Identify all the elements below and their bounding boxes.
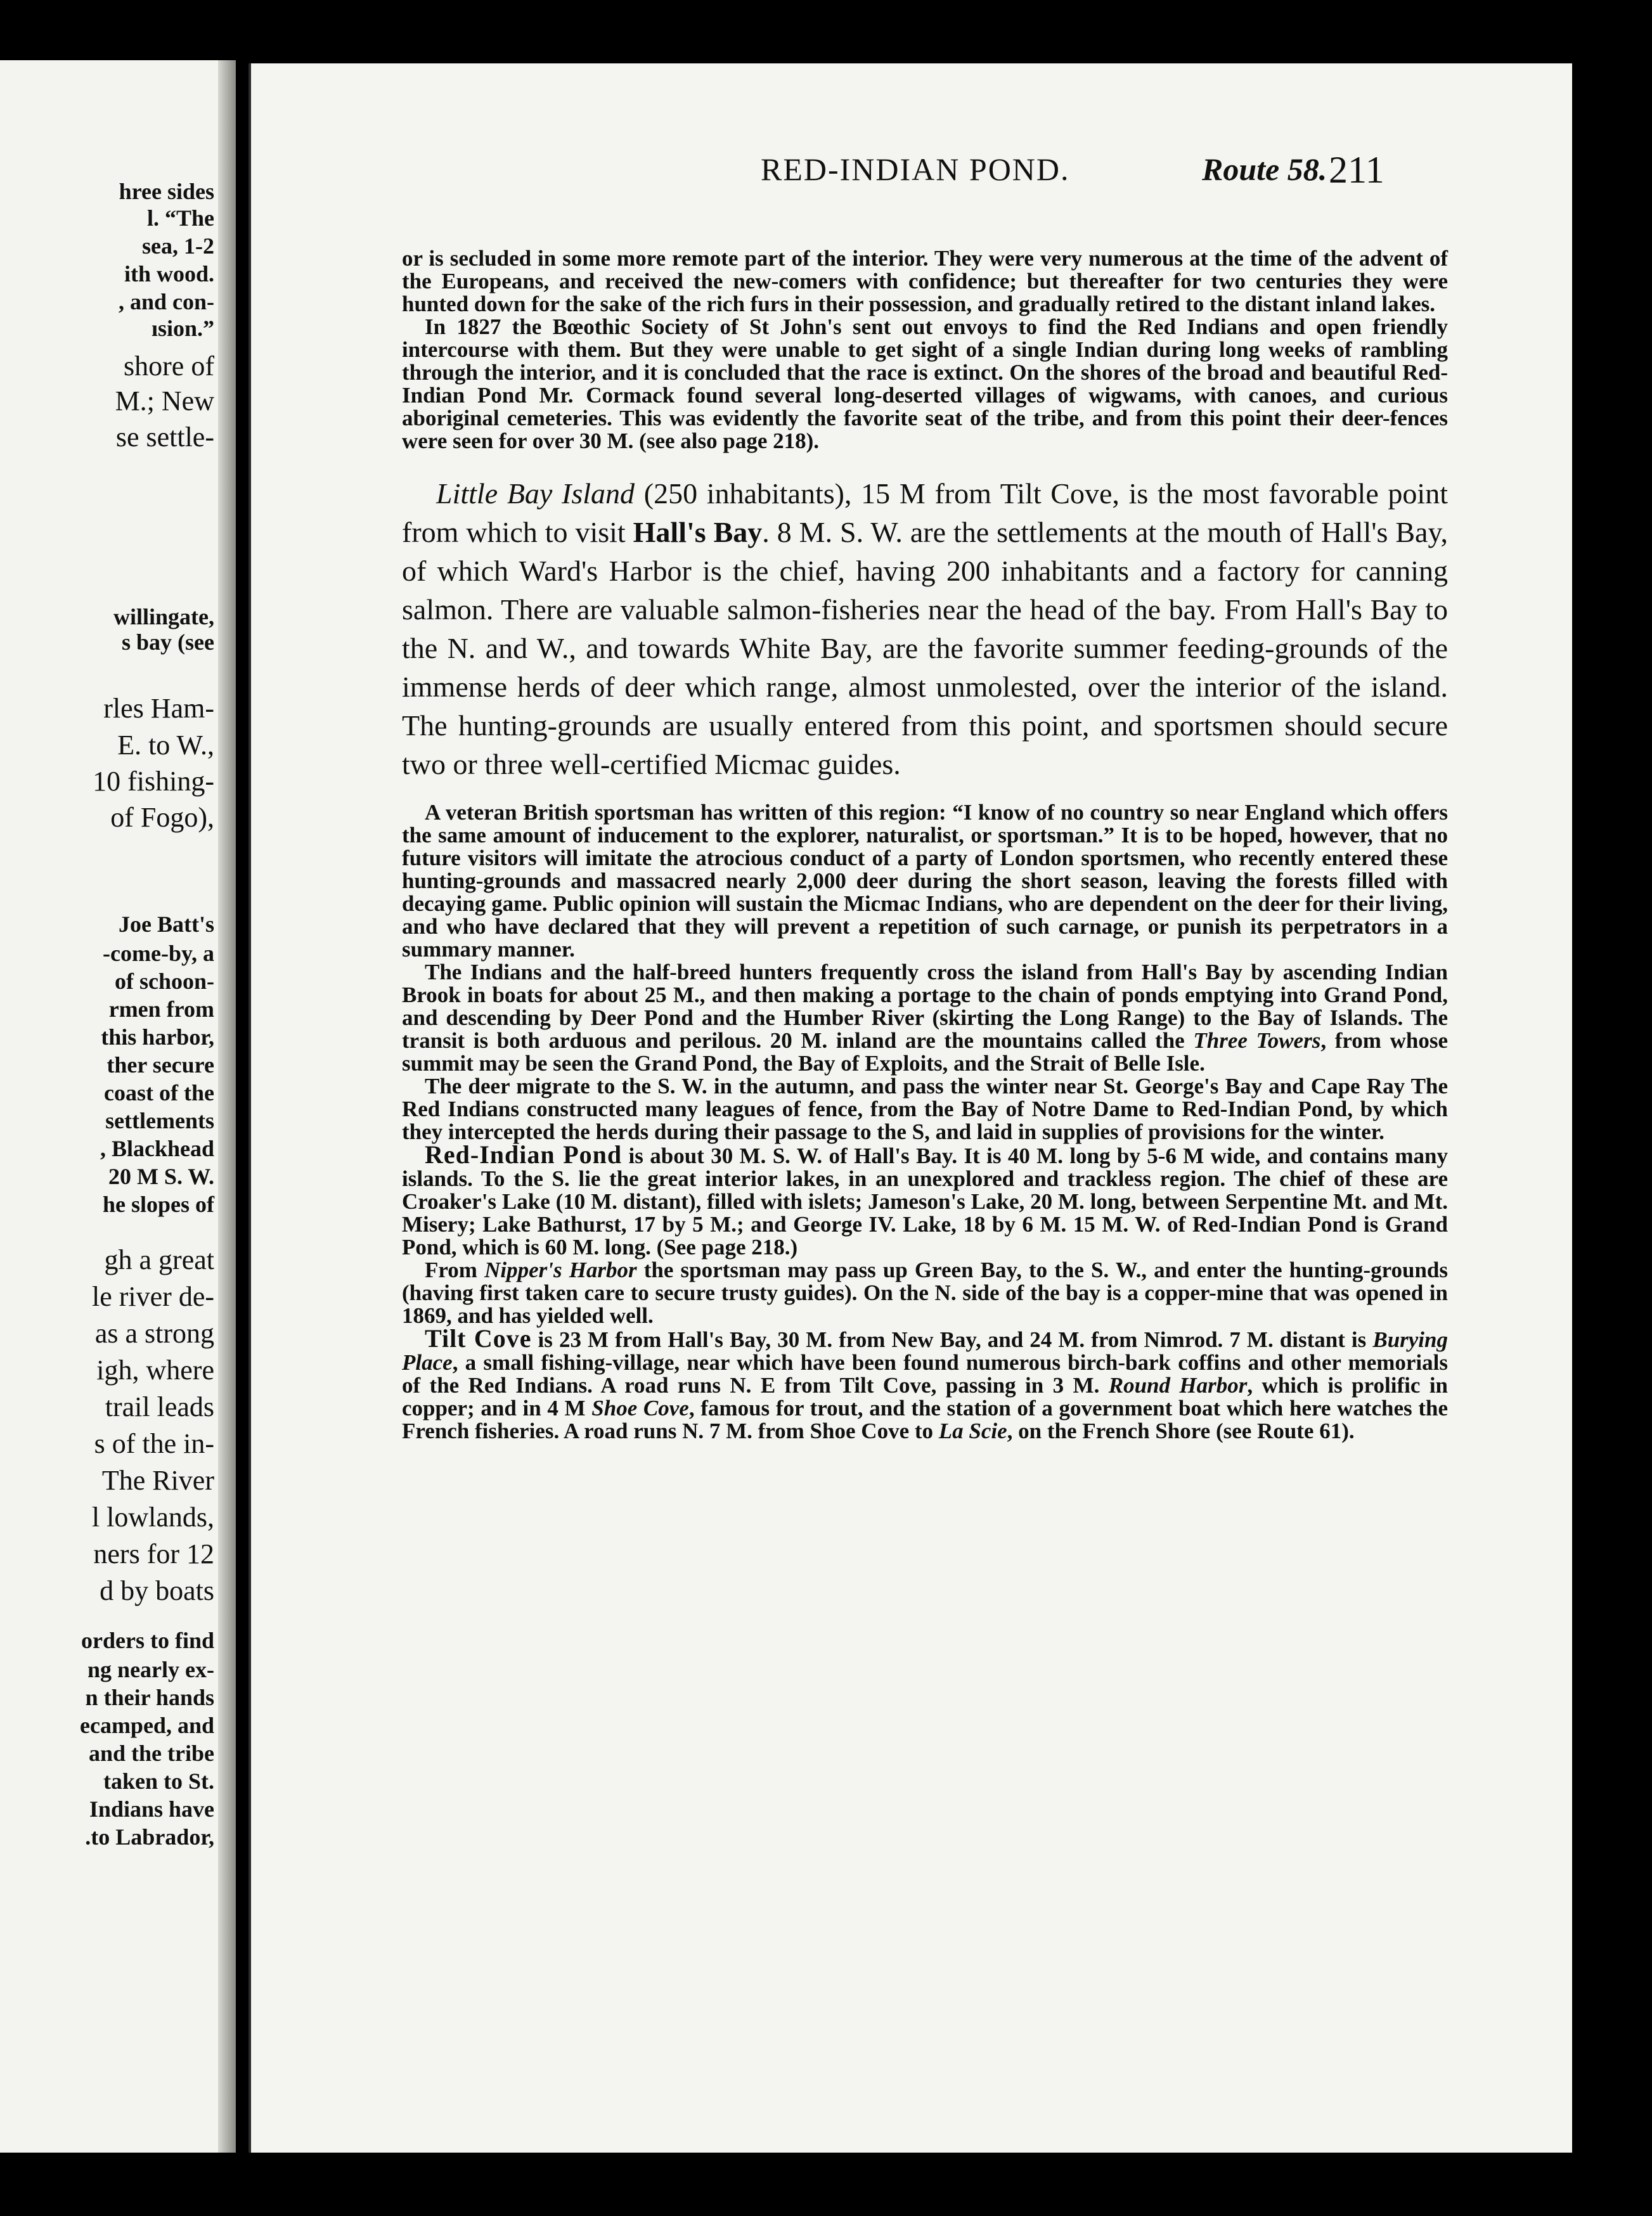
previous-page-line: ith wood. [124,261,214,287]
previous-page-line: 10 fishing- [93,766,214,797]
previous-page-line: this harbor, [101,1024,214,1050]
running-title: RED-INDIAN POND. [761,151,1070,187]
paragraph-little-bay-island [402,474,1448,783]
paragraph-tilt-cove [402,1324,1449,1443]
paragraph-continuation: or is secluded in some more remote part of the interior. They were very numerous at the time of the advent of the Europeans, and received the new-comers with confidence; but thereafter for two centuries they were hunted down for the sake of the rich furs in their possession, and gradually retired to the distant inland lakes. [402,246,1448,316]
place-round-harbor: Round Harbor [1108,1373,1248,1398]
paragraph-sportsman-quote: A veteran British sportsman has written of this region: “I know of no country so near England which offers the same amount of inducement to the explorer, naturalist, or sportsman.” It is to be hoped, however, that no future visitors will imitate the atrocious conduct of a party of London sportsmen, who recently entered these hunting-grounds and massacred nearly 2,000 deer during the short season, leaving the forests filled with decaying game. Public opinion will sustain the Micmac Indians, who are dependent on the deer for their living, and who have declared that they will prevent a repetition of such carnage, or punish its perpetrators in a summary manner. [402,800,1448,962]
previous-page-fragment [0,60,236,2153]
paragraph-text: , which is prolific in copper; and in 4 M [402,1373,1449,1420]
previous-page-line: shore of [124,351,214,382]
heading-red-indian-pond: Red-Indian Pond [425,1140,623,1169]
previous-page-line: ther secure [106,1052,214,1078]
previous-page-line: of Fogo), [110,802,214,833]
previous-page-line: -come-by, a [103,941,214,966]
previous-page-line: le river de- [92,1281,214,1312]
paragraph-text: , from whose summit may be seen the Grand Pond, the Bay of Exploits, and the Strait of Belle Isle. [402,1028,1448,1076]
previous-page-line: coast of the [104,1080,214,1105]
previous-page-line: s bay (see [122,629,214,655]
previous-page-line: of schoon- [114,969,214,994]
paragraph-text: From [425,1258,485,1282]
paragraph-crossing-island [402,961,1448,1075]
previous-page-line: trail leads [105,1391,214,1422]
page-body [402,247,1448,1443]
paragraph-text: is about 30 M. S. W. of Hall's Bay. It is 40 M. long by 5-6 M wide, and contains many islands. To the S. lie the great interior lakes, in an unexplored and trackless region. The chief of these are Croaker's Lake (10 M. distant), filled with islets; Jameson's Lake, 20 M. long, between Serpentine Mt. and Mt. Misery; Lake Bathurst, 17 by 5 M.; and George IV. Lake, 18 by 6 M. 15 M. W. of Red-Indian Pond is Grand Pond, which is 60 M. long. (See page 218.) [402,1143,1448,1259]
previous-page-line: ecamped, and [79,1713,214,1738]
paragraph-text: , a small fishing-village, near which have been found numerous birch-bark coffins and other memorials of the Red Indians. A road runs N. E from Tilt Cove, passing in 3 M. [402,1350,1448,1398]
paragraph-red-indian-pond [402,1140,1448,1259]
previous-page-line: , Blackhead [100,1136,214,1161]
previous-page-line: hree sides [119,179,214,204]
previous-page-line: rmen from [108,996,214,1022]
route-label: Route 58. [1202,151,1327,187]
previous-page-line: rles Ham- [103,693,214,724]
page-number: 211 [1329,149,1384,191]
paragraph-text: . 8 M. S. W. are the settlements at the mouth of Hall's Bay, of which Ward's Harbor is the chief, having 200 inhabitants and a factory for canning salmon. There are valuable salmon-fisheries near the head of the bay. From Hall's Bay to the N. and W., and towards White Bay, are the favorite summer feeding-grounds of the immense herds of deer which range, almost unmolested, over the interior of the island. The hunting-grounds are usually entered from this point, and sportsmen should secure two or three well-certified Micmac guides. [402,516,1448,780]
previous-page-line: taken to St. [103,1768,214,1794]
previous-page-line: as a strong [94,1318,214,1349]
place-three-towers: Three Towers [1193,1028,1321,1053]
previous-page-line: orders to find [81,1628,214,1653]
previous-page-line: ners for 12 [93,1538,214,1569]
paragraph-text: is 23 M from Hall's Bay, 30 M. from New Bay, and 24 M. from Nimrod. 7 M. distant is [531,1327,1373,1352]
previous-page-line: sea, 1-2 [142,233,214,259]
page-header [251,151,1572,202]
place-shoe-cove: Shoe Cove [591,1396,689,1420]
previous-page-line: l. “The [146,205,214,231]
previous-page-line: , and con- [118,289,214,314]
place-little-bay-island: Little Bay Island [436,477,635,510]
previous-page-line: The River [101,1465,214,1496]
previous-page-line: 20 M S. W. [108,1164,214,1189]
previous-page-line: ng nearly ex- [87,1657,214,1682]
previous-page-line: Joe Batt's [119,912,214,937]
paragraph-text: the sportsman may pass up Green Bay, to the S. W., and enter the hunting-grounds (having first taken care to secure trusty guides). On the N. side of the bay is a copper-mine that was opened in 1869, and has yielded well. [402,1258,1448,1328]
previous-page-line: E. to W., [117,730,214,761]
paragraph-deer-migration: The deer migrate to the S. W. in the autumn, and pass the winter near St. George's Bay and Cape Ray The Red Indians constructed many leagues of fence, from the Bay of Notre Dame to Red-Indian Pond, by which they intercepted the herds during their passage to the S, and laid in supplies of provisions for the winter. [402,1074,1448,1144]
paragraph-text: , famous for trout, and the station of a government boat which here watches the French fisheries. A road runs N. 7 M. from Shoe Cove to [402,1396,1448,1443]
previous-page-line: .to Labrador, [85,1824,214,1850]
previous-page-line: l lowlands, [91,1502,214,1533]
place-halls-bay: Hall's Bay [633,516,763,548]
previous-page-line: willingate, [113,604,214,629]
previous-page-line: M.; New [115,385,214,416]
page [248,63,1572,2153]
paragraph-text: The Indians and the half-breed hunters frequently cross the island from Hall's Bay by ascending Indian Brook in boats for about 25 M., and then making a portage to the chain of ponds emptying into Grand Pond, and descending by Deer Pond and the Humber River (skirting the Long Range) to the Bay of Islands. The transit is both arduous and perilous. 20 M. inland are the mountains called the [402,960,1448,1053]
paragraph-boeothic-society: In 1827 the Bœothic Society of St John's sent out envoys to find the Red Indians and open friendly intercourse with them. But they were unable to get sight of a single Indian during long weeks of rambling through the interior, and it is concluded that the race is extinct. On the shores of the broad and beautiful Red-Indian Pond Mr. Cormack found several long-deserted villages of wigwams, with canoes, and curious aboriginal cemeteries. This was evidently the favorite seat of the tribe, and from this point their deer-fences were seen for over 30 M. (see also page 218). [402,314,1448,453]
previous-page-line: se settle- [115,422,214,453]
previous-page-line: s of the in- [94,1428,214,1459]
paragraph-text: , on the French Shore (see Route 61). [1007,1419,1355,1443]
place-la-scie: La Scie [938,1419,1007,1443]
previous-page-line: settlements [105,1108,214,1133]
previous-page-line: n their hands [85,1685,214,1710]
page-gutter [218,60,236,2153]
heading-tilt-cove: Tilt Cove [425,1324,532,1353]
paragraph-text: (250 inhabitants), 15 M from Tilt Cove, is the most favorable point from which to visit [402,477,1448,548]
previous-page-line: d by boats [100,1575,214,1606]
previous-page-line: Indians have [89,1796,214,1822]
previous-page-line: and the tribe [89,1741,214,1766]
paragraph-nippers-harbor [402,1259,1448,1327]
previous-page-line: he slopes of [102,1192,214,1217]
previous-page-line: gh a great [104,1244,214,1275]
place-burying-place: Burying Place [402,1327,1448,1375]
previous-page-line: ısion.” [151,316,214,341]
previous-page-line: igh, where [96,1355,214,1386]
place-nippers-harbor: Nipper's Harbor [484,1258,637,1282]
